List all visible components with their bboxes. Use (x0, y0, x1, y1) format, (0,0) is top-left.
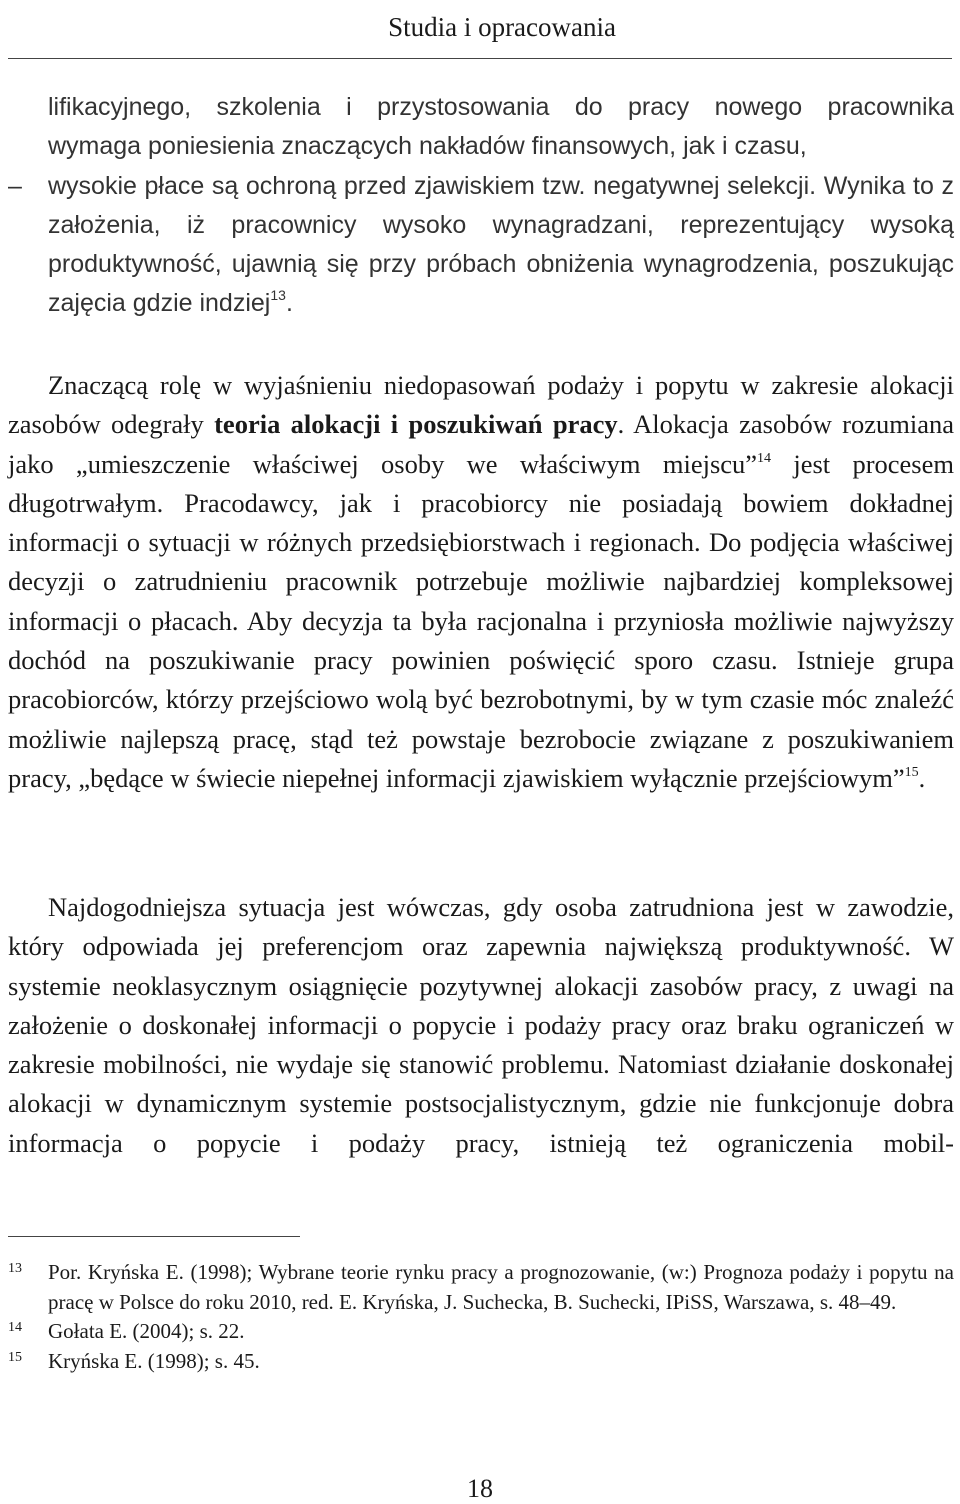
intro-line-2: wymaga poniesienia znaczących nakładów finansowych, jak i czasu, (48, 132, 807, 161)
bullet-end: . (285, 289, 293, 318)
intro-line-1: lifikacyjnego, szkolenia i przystosowania do pracy nowego pracownika (48, 93, 954, 121)
intro-block (8, 88, 954, 324)
footnotes (8, 1258, 954, 1376)
para1-d: . (918, 762, 926, 793)
body-paragraph-2 (8, 888, 954, 1163)
footnote-number: 13 (8, 1261, 22, 1276)
footnote-14 (8, 1317, 954, 1347)
footnote-text: Por. Kryńska E. (1998); Wybrane teorie rynku pracy a prognozowanie, (w:) Prognoza podaży i popytu na pracę w Polsce do roku 2010, red. E. Kryńska, J. Suchecka, B. Suchecki, IPiSS, Warszawa, s. 48–49. (48, 1260, 954, 1314)
bullet-text (48, 167, 954, 324)
footnote-rule (8, 1236, 300, 1237)
footnote-text: Gołata E. (2004); s. 22. (48, 1319, 245, 1343)
page-number: 18 (467, 1474, 493, 1503)
bullet-dash: – (8, 171, 22, 200)
para1-c: jest procesem długotrwałym. Pracodawcy, jak i pracobiorcy nie posiadają bowiem dokładnej informacji o sytuacji w różnych przedsiębiorstwach i regionach. Do podjęcia właściwej decyzji o zatrudnieniu pracownik potrzebuje możliwie najbardziej kompleksowej informacji o płacach. Aby decyzja ta była racjonalna i przyniosła możliwie najwyższy dochód na poszukiwanie pracy powinien poświęcić sporo czasu. Istnieje grupa pracobiorców, którzy przejściowo wolą być bezrobotnymi, by w tym czasie móc znaleźć możliwie najlepszą pracę, stąd też powstaje bezrobocie związane z poszukiwaniem pracy, „będące w świecie niepełnej informacji zjawiskiem wyłącznie przejściowym” (8, 448, 954, 793)
footnote-ref-14: 14 (757, 450, 772, 466)
running-header (0, 12, 960, 58)
paragraph-1 (8, 366, 954, 798)
footnote-ref-13: 13 (270, 287, 286, 304)
bullet-body: wysokie płace są ochroną przed zjawiskiem tzw. negatywnej selekcji. Wynika to z założenia, iż pracownicy wysoko wynagradzani, reprezentujący wysoką produktywność, ujawnią się przy próbach obniżenia wynagrodzenia, poszukując zajęcia gdzie indziej (48, 171, 954, 318)
header-title: Studia i opracowania (388, 12, 616, 42)
para1-a: Znaczącą rolę w wyjaśnieniu niedopasowań podaży i popytu w zakresie alokacji zasobów odegrały (8, 370, 954, 440)
footnote-text: Kryńska E. (1998); s. 45. (48, 1348, 260, 1373)
header-rule (8, 58, 952, 59)
footnote-number: 15 (8, 1349, 22, 1365)
para1-b: . Alokacja zasobów rozumiana jako „umieszczenie właściwej osoby we właściwym miejscu” (8, 409, 955, 479)
footnote-15 (8, 1347, 954, 1377)
bullet-item (8, 167, 954, 324)
para1-bold-term: teoria alokacji i poszukiwań pracy (214, 409, 618, 440)
paragraph-2: Najdogodniejsza sytuacja jest wówczas, gdy osoba zatrudniona jest w zawodzie, który odpowiada jej preferencjom oraz zapewnia największą produktywność. W systemie neoklasycznym osiągnięcie pozytywnej alokacji zasobów pracy, z uwagi na założenie o doskonałej informacji o popycie i podaży pracy oraz braku ograniczeń w zakresie mobilności, nie wydaje się stanowić problemu. Natomiast działanie doskonałej alokacji w dynamicznym systemie postsocjalistycznym, gdzie nie funkcjonuje dobra informacja o popycie i podaży pracy, istnieją też ograniczenia mobil- (8, 892, 954, 1158)
footnote-number: 14 (8, 1320, 22, 1335)
body-paragraph-1 (8, 366, 954, 798)
footnote-ref-15: 15 (904, 764, 919, 780)
footnote-13 (8, 1258, 954, 1317)
